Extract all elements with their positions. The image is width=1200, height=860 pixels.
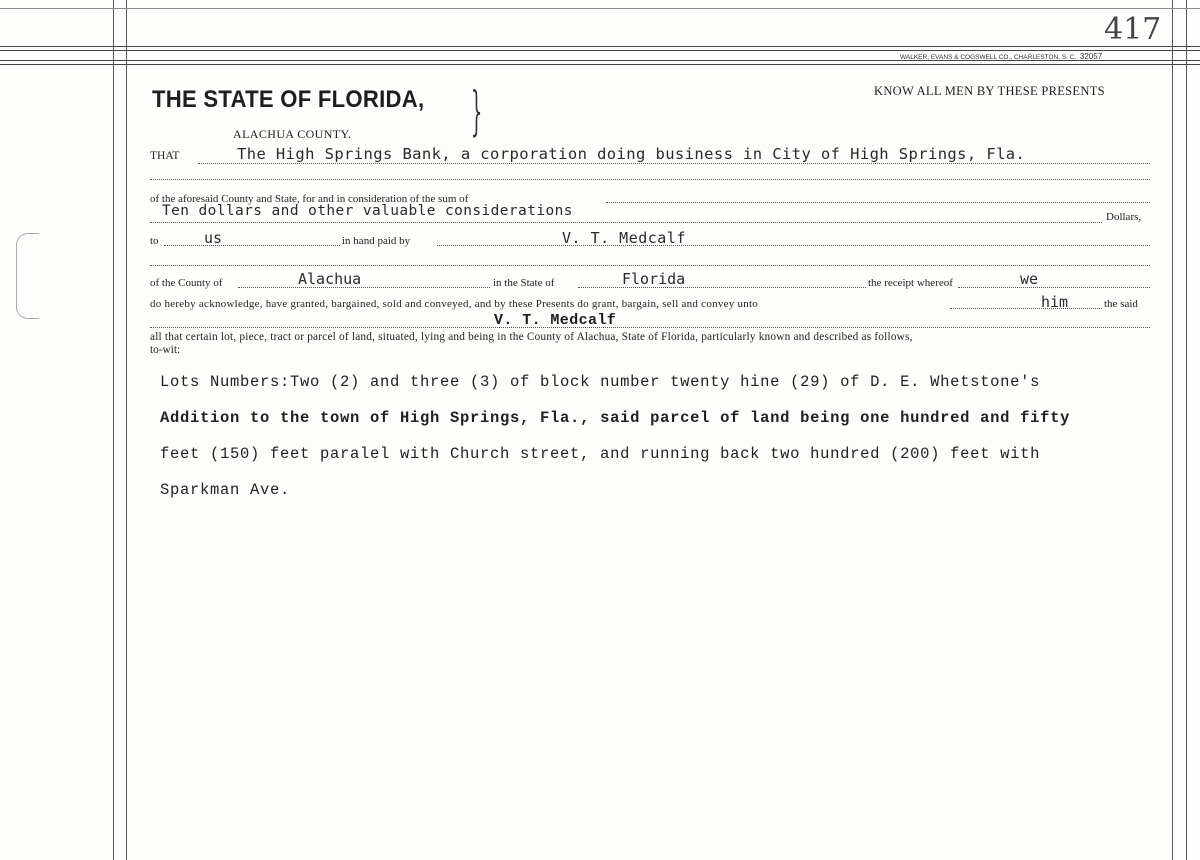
- county-value: Alachua: [298, 270, 362, 288]
- to-value: us: [204, 229, 223, 247]
- acknowledge-text: do hereby acknowledge, have granted, bargained, sold and conveyed, and by these Presents do grant, bargain, sell and convey unto: [150, 298, 759, 310]
- printer-imprint: [900, 52, 1102, 61]
- land-text-line-1: all that certain lot, piece, tract or parcel of land, situated, lying and being in the County of Alachua, State of Florida, particularly known and described as follows,: [150, 331, 913, 343]
- that-label: THAT: [150, 150, 180, 162]
- receipt-dotted-line: [958, 287, 1150, 288]
- paid-by-value: V. T. Medcalf: [562, 229, 686, 247]
- consideration-value: Ten dollars and other valuable considerations: [162, 203, 573, 219]
- grantee-pronoun-dotted-line: [950, 308, 1102, 309]
- header-rule-1: [0, 46, 1200, 47]
- receipt-label: the receipt whereof: [868, 277, 953, 289]
- margin-line-right-1: [1172, 0, 1173, 860]
- brace-mark: }: [470, 82, 483, 142]
- blank-dotted-line-2: [150, 265, 1150, 266]
- form-number: 32057: [1079, 52, 1103, 61]
- header-rule-4: [0, 64, 1200, 65]
- county-label: of the County of: [150, 277, 223, 289]
- state-heading: THE STATE OF FLORIDA,: [152, 86, 425, 113]
- that-dotted-line: [198, 163, 1150, 164]
- paid-by-label: in hand paid by: [342, 235, 411, 247]
- page-number: 417: [1104, 12, 1162, 47]
- blank-dotted-line-1: [150, 179, 1150, 180]
- grantee-dotted-line: [150, 327, 1150, 328]
- to-label: to: [150, 235, 159, 247]
- the-said-label: the said: [1104, 298, 1138, 310]
- state-value: Florida: [622, 270, 686, 288]
- state-label: in the State of: [493, 277, 555, 289]
- consideration-dotted-line: [606, 202, 1150, 203]
- paid-by-dotted-line: [437, 245, 1150, 246]
- land-text-line-2: to-wit:: [150, 344, 181, 356]
- header-rule-top: [0, 8, 1200, 9]
- that-value: The High Springs Bank, a corporation doing business in City of High Springs, Fla.: [237, 145, 1026, 163]
- binding-hole: [16, 233, 39, 319]
- description-line-3: feet (150) feet paralel with Church street, and running back two hundred (200) feet with: [160, 445, 1041, 463]
- receipt-value: we: [1020, 270, 1039, 288]
- consideration-dotted-line-2: [150, 222, 1102, 223]
- description-line-1: Lots Numbers:Two (2) and three (3) of block number twenty hine (29) of D. E. Whetstone's: [160, 373, 1041, 391]
- margin-line-left-1: [113, 0, 114, 860]
- grantee-pronoun: him: [1041, 293, 1069, 311]
- county-heading: ALACHUA COUNTY.: [233, 127, 352, 141]
- consideration-label: of the aforesaid County and State, for and in consideration of the sum of: [150, 193, 469, 205]
- to-dotted-line: [164, 245, 340, 246]
- know-all-heading: KNOW ALL MEN BY THESE PRESENTS: [874, 84, 1105, 98]
- margin-line-left-2: [126, 0, 127, 860]
- description-line-2: Addition to the town of High Springs, Fla., said parcel of land being one hundred and fifty: [160, 409, 1071, 427]
- description-line-4: Sparkman Ave.: [160, 481, 291, 499]
- margin-line-right-2: [1186, 0, 1187, 860]
- county-dotted-line: [238, 287, 490, 288]
- dollars-label: Dollars,: [1106, 211, 1142, 223]
- printer-name: WALKER, EVANS & COGSWELL CO., CHARLESTON, S. C.: [900, 54, 1077, 61]
- grantee-name: V. T. Medcalf: [494, 312, 617, 329]
- header-rule-2: [0, 50, 1200, 51]
